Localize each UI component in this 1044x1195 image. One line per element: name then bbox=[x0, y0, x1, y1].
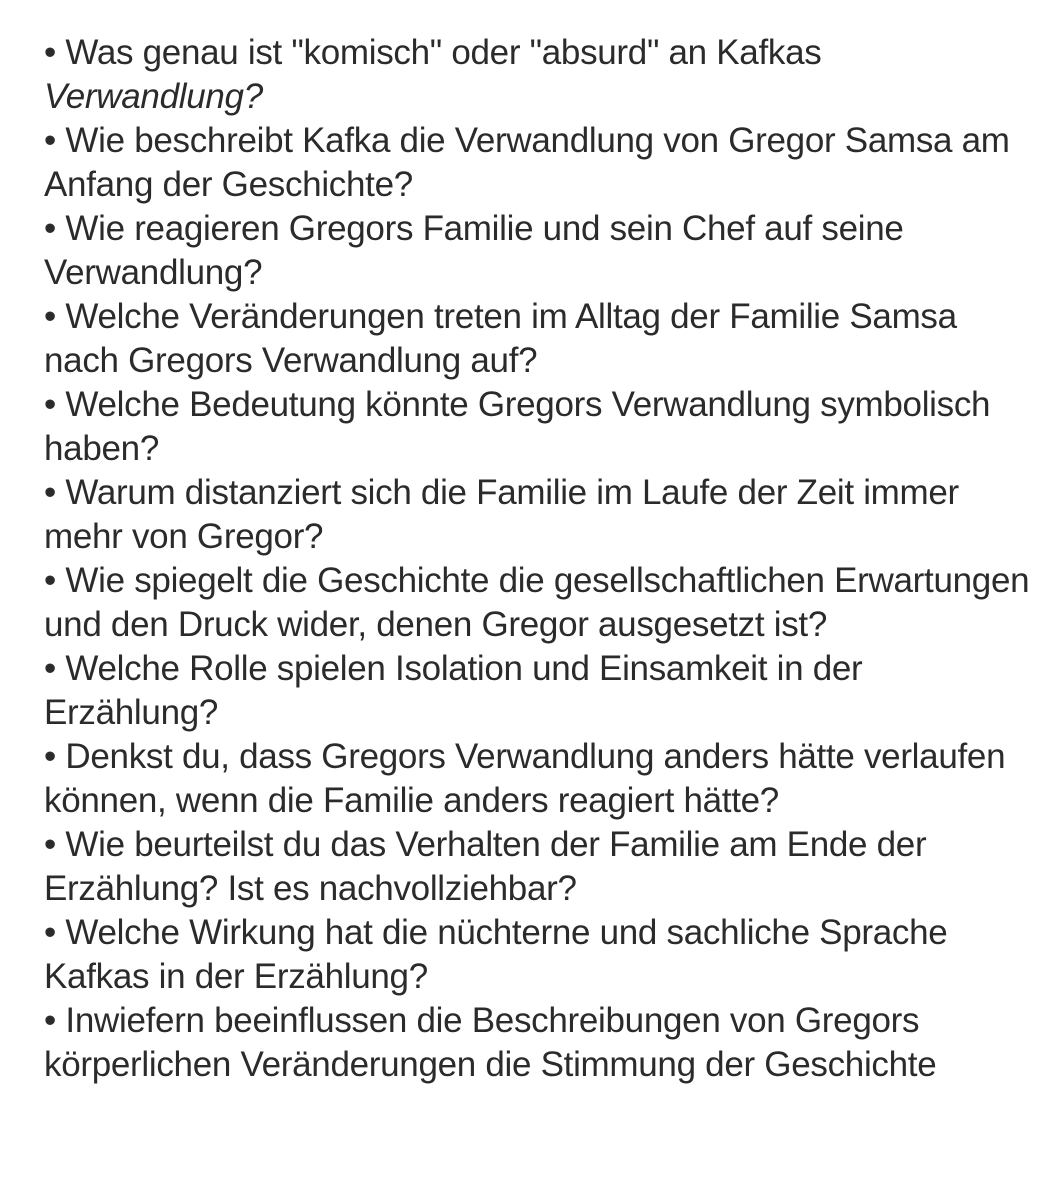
question-1 bbox=[44, 31, 1034, 119]
question-text: Welche Veränderungen treten im Alltag der Familie Samsa nach Gregors Verwandlung auf? bbox=[44, 297, 957, 380]
question-text: Was genau ist "komisch" oder "absurd" an Kafkas bbox=[65, 33, 822, 72]
question-text: Welche Wirkung hat die nüchterne und sachliche Sprache Kafkas in der Erzählung? bbox=[44, 913, 948, 996]
bullet: • bbox=[44, 649, 56, 688]
question-3 bbox=[44, 207, 1034, 295]
question-text: Wie reagieren Gregors Familie und sein Chef auf seine Verwandlung? bbox=[44, 209, 904, 292]
question-list bbox=[44, 31, 1034, 1087]
book-title: Verwandlung? bbox=[44, 77, 263, 116]
bullet: • bbox=[44, 385, 56, 424]
question-text: Denkst du, dass Gregors Verwandlung anders hätte verlaufen können, wenn die Familie anders reagiert hätte? bbox=[44, 737, 1006, 820]
question-text: Warum distanziert sich die Familie im Laufe der Zeit immer mehr von Gregor? bbox=[44, 473, 959, 556]
bullet: • bbox=[44, 473, 56, 512]
bullet: • bbox=[44, 561, 56, 600]
question-4 bbox=[44, 295, 1034, 383]
bullet: • bbox=[44, 737, 56, 776]
question-text: Welche Rolle spielen Isolation und Einsamkeit in der Erzählung? bbox=[44, 649, 863, 732]
question-text: Wie beschreibt Kafka die Verwandlung von Gregor Samsa am Anfang der Geschichte? bbox=[44, 121, 1010, 204]
question-5 bbox=[44, 383, 1034, 471]
question-text: Welche Bedeutung könnte Gregors Verwandlung symbolisch haben? bbox=[44, 385, 991, 468]
question-9 bbox=[44, 735, 1034, 823]
question-6 bbox=[44, 471, 1034, 559]
question-10 bbox=[44, 823, 1034, 911]
bullet: • bbox=[44, 825, 56, 864]
bullet: • bbox=[44, 913, 56, 952]
bullet: • bbox=[44, 1001, 56, 1040]
bullet: • bbox=[44, 297, 56, 336]
question-text: Wie beurteilst du das Verhalten der Familie am Ende der Erzählung? Ist es nachvollziehbar? bbox=[44, 825, 927, 908]
bullet: • bbox=[44, 33, 56, 72]
bullet: • bbox=[44, 121, 56, 160]
question-8 bbox=[44, 647, 1034, 735]
question-text: Inwiefern beeinflussen die Beschreibungen von Gregors körperlichen Veränderungen die Stimmung der Geschichte bbox=[44, 1001, 937, 1084]
question-2 bbox=[44, 119, 1034, 207]
question-7 bbox=[44, 559, 1034, 647]
question-text: Wie spiegelt die Geschichte die gesellschaftlichen Erwartungen und den Druck wider, denen Gregor ausgesetzt ist? bbox=[44, 561, 1030, 644]
bullet: • bbox=[44, 209, 56, 248]
question-12 bbox=[44, 999, 1034, 1087]
question-11 bbox=[44, 911, 1034, 999]
